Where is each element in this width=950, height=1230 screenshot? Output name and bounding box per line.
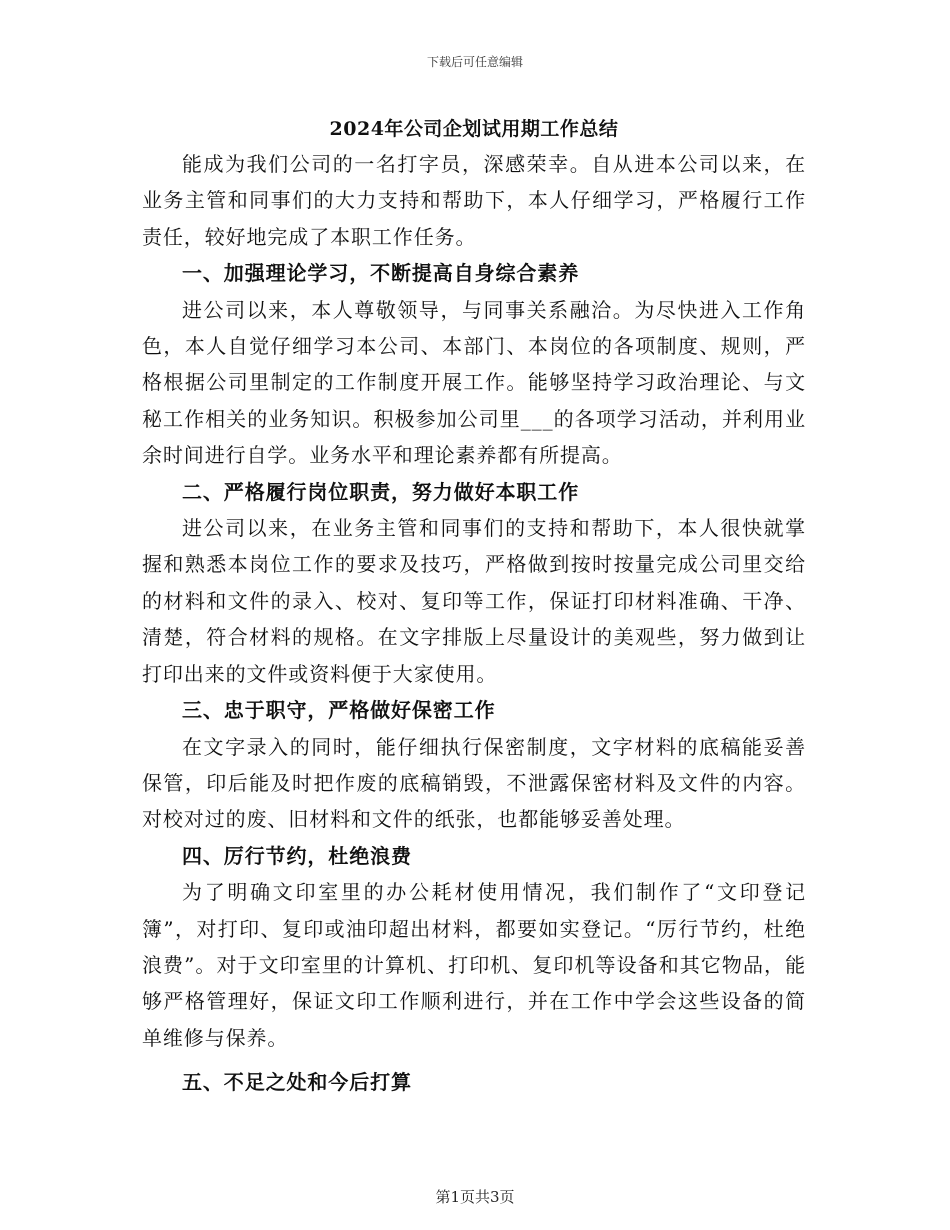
header-note: 下载后可任意编辑	[426, 55, 523, 69]
document-body	[142, 112, 806, 1101]
document-title: 2024年公司企划试用期工作总结	[329, 118, 619, 140]
section-heading-5: 五、不足之处和今后打算	[182, 1070, 412, 1095]
section-body-2: 进公司以来，在业务主管和同事们的支持和帮助下，本人很快就掌握和熟悉本岗位工作的要求及技巧，严格做到按时按量完成公司里交给的材料和文件的录入、校对、复印等工作，保证打印材料准确、干净、清楚，符合材料的规格。在文字排版上尽量设计的美观些，努力做到让打印出来的文件或资料便于大家使用。	[142, 516, 806, 686]
section-heading-3: 三、忠于职守，严格做好保密工作	[182, 698, 496, 723]
section-heading-1: 一、加强理论学习，不断提高自身综合素养	[182, 261, 580, 286]
section-heading-2: 二、严格履行岗位职责，努力做好本职工作	[182, 479, 580, 504]
section-body-4: 为了明确文印室里的办公耗材使用情况，我们制作了“文印登记簿”，对打印、复印或油印超出材料，都要如实登记。“厉行节约，杜绝浪费”。对于文印室里的计算机、打印机、复印机等设备和其它物品，能够严格管理好，保证文印工作顺利进行，并在工作中学会这些设备的简单维修与保养。	[142, 880, 806, 1050]
intro-paragraph: 能成为我们公司的一名打字员，深感荣幸。自从进本公司以来，在业务主管和同事们的大力支持和帮助下，本人仔细学习，严格履行工作责任，较好地完成了本职工作任务。	[142, 152, 806, 249]
page-number: 第1页共3页	[435, 1188, 515, 1206]
section-body-1: 进公司以来，本人尊敬领导，与同事关系融洽。为尽快进入工作角色，本人自觉仔细学习本公司、本部门、本岗位的各项制度、规则，严格根据公司里制定的工作制度开展工作。能够坚持学习政治理论、与文秘工作相关的业务知识。积极参加公司里___的各项学习活动，并利用业余时间进行自学。业务水平和理论素养都有所提高。	[142, 297, 806, 468]
section-heading-4: 四、厉行节约，杜绝浪费	[182, 843, 412, 868]
section-body-3: 在文字录入的同时，能仔细执行保密制度，文字材料的底稿能妥善保管，印后能及时把作废的底稿销毁，不泄露保密材料及文件的内容。对校对过的废、旧材料和文件的纸张，也都能够妥善处理。	[142, 734, 806, 832]
